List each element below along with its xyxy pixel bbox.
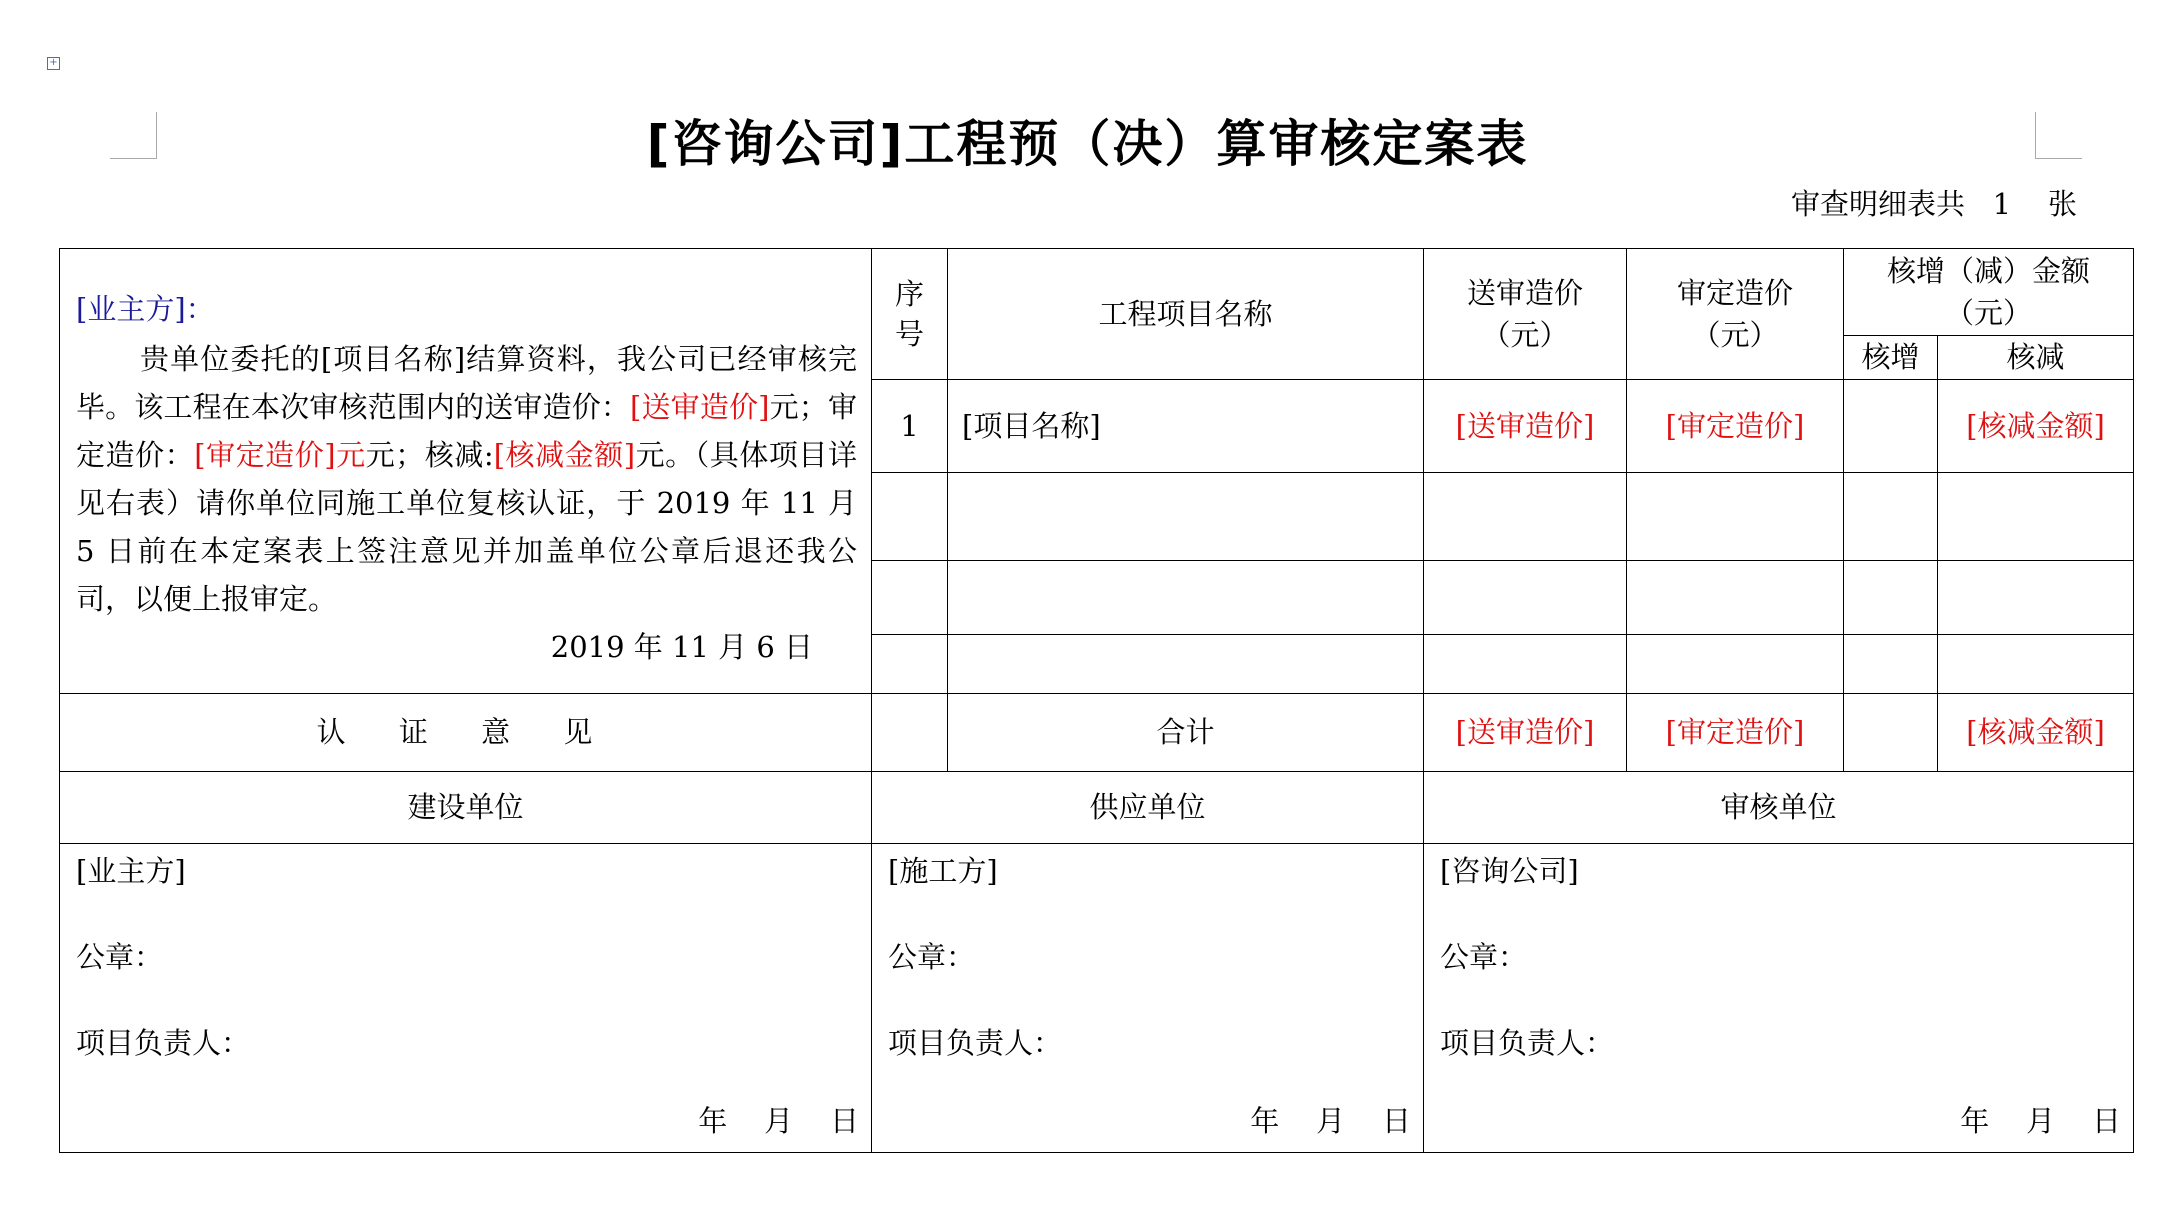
total-seq-cell[interactable] [872,694,948,772]
party-name: [施工方] [888,854,998,888]
total-label[interactable]: 合计 [948,694,1424,772]
signature-header-audit[interactable]: 审核单位 [1424,772,2134,844]
row-submitted-price[interactable]: [送审造价] [1424,380,1627,473]
seal-label: 公章： [888,940,976,974]
manager-label: 项目负责人： [1440,1026,1615,1060]
approved-price-placeholder: [审定造价] [194,438,336,472]
empty-cell[interactable] [1844,473,1938,561]
intro-notice-cell[interactable] [60,249,872,694]
header-submitted-price[interactable]: 送审造价（元） [1424,249,1627,380]
empty-cell[interactable] [1424,561,1627,635]
submitted-price-placeholder: [送审造价] [630,390,770,424]
row-increase[interactable] [1844,380,1938,473]
header-decrease[interactable]: 核减 [1938,336,2134,380]
signature-date: 年 月 日 [698,1104,859,1139]
signature-cell-contractor[interactable] [872,844,1424,1153]
signature-header-construction[interactable]: 建设单位 [60,772,872,844]
signature-header-supply[interactable]: 供应单位 [872,772,1424,844]
party-name: [业主方] [76,854,186,888]
header-adjustment[interactable]: 核增（减）金额（元） [1844,249,2134,336]
empty-cell[interactable] [872,561,948,635]
sheet-count-label: 审查明细表共 1 张 [1791,187,2077,221]
empty-cell[interactable] [1938,473,2134,561]
total-submitted-price[interactable]: [送审造价] [1424,694,1627,772]
empty-cell[interactable] [1938,635,2134,694]
empty-cell[interactable] [1844,635,1938,694]
table-move-handle-icon[interactable]: + [47,57,60,70]
empty-cell[interactable] [1627,635,1844,694]
intro-paragraph: 贵单位委托的[项目名称]结算资料，我公司已经审核完毕。该工程在本次审核范围内的送审造价：[送审造价]元；审定造价：[审定造价]元元；核减:[核减金额]元。（具体项目详见右表）请你单位同施工单位复核认证，于 2019 年 11 月 5 日前在本定案表上签注意见并加盖单位公章后退还我公司，以便上报审定。 [76,342,857,616]
total-decrease[interactable]: [核减金额] [1938,694,2134,772]
seal-label: 公章： [1440,940,1528,974]
audit-form-table [59,248,2134,1153]
manager-label: 项目负责人： [888,1026,1063,1060]
header-increase[interactable]: 核增 [1844,336,1938,380]
empty-cell[interactable] [1938,561,2134,635]
owner-label: [业主方]： [76,292,215,326]
empty-cell[interactable] [1424,473,1627,561]
total-approved-price[interactable]: [审定造价] [1627,694,1844,772]
empty-cell[interactable] [948,561,1424,635]
signature-cell-consultant[interactable] [1424,844,2134,1153]
total-increase[interactable] [1844,694,1938,772]
document-title: [咨询公司]工程预（决）算审核定案表 [646,115,1529,173]
signature-date: 年 月 日 [1250,1104,1411,1139]
signature-cell-owner[interactable] [60,844,872,1153]
empty-cell[interactable] [872,635,948,694]
header-seq[interactable]: 序号 [872,249,948,380]
reduction-placeholder: [核减金额] [493,438,636,472]
empty-cell[interactable] [1424,635,1627,694]
empty-cell[interactable] [948,635,1424,694]
empty-cell[interactable] [1844,561,1938,635]
empty-cell[interactable] [948,473,1424,561]
header-approved-price[interactable]: 审定造价（元） [1627,249,1844,380]
party-name: [咨询公司] [1440,854,1579,888]
seal-label: 公章： [76,940,164,974]
row-seq[interactable]: 1 [872,380,948,473]
row-project-name[interactable]: [项目名称] [948,380,1424,473]
signature-date: 年 月 日 [1960,1104,2122,1139]
row-decrease[interactable]: [核减金额] [1938,380,2134,473]
empty-cell[interactable] [1627,561,1844,635]
empty-cell[interactable] [872,473,948,561]
opinion-label[interactable]: 认 证 意 见 [60,694,872,772]
header-project-name[interactable]: 工程项目名称 [948,249,1424,380]
intro-date: 2019 年 11 月 6 日 [550,630,813,664]
empty-cell[interactable] [1627,473,1844,561]
manager-label: 项目负责人： [76,1026,251,1060]
row-approved-price[interactable]: [审定造价] [1627,380,1844,473]
